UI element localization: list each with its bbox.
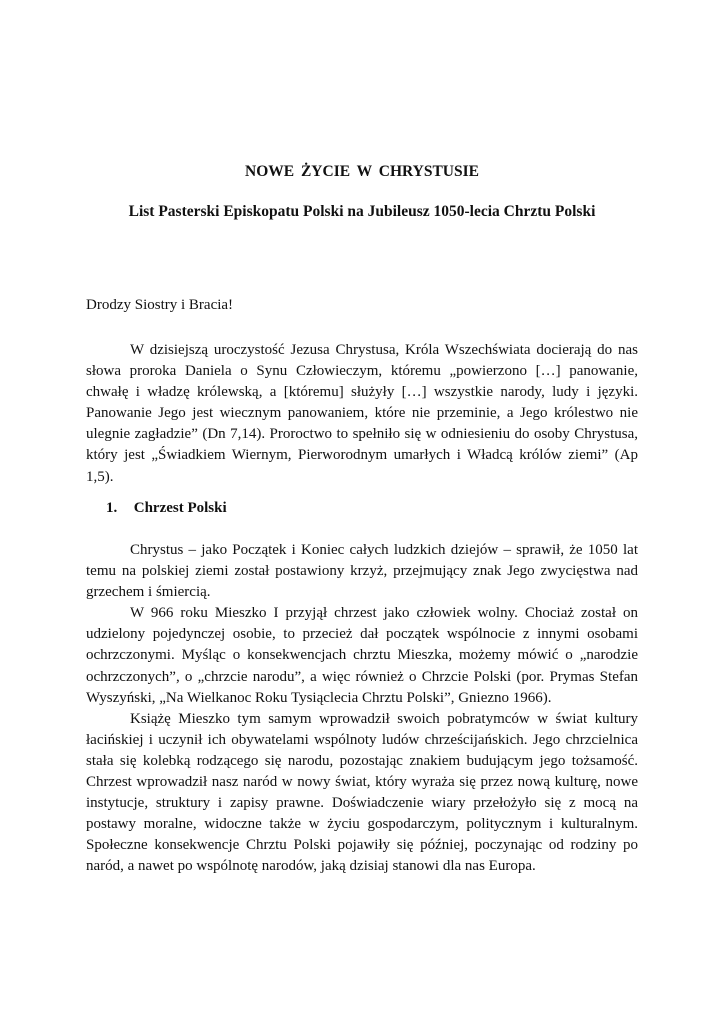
section-number: 1. [106, 500, 118, 516]
section-heading-text: Chrzest Polski [133, 500, 227, 516]
paragraph: Chrystus – jako Początek i Koniec całych ludzkich dziejów – sprawił, że 1050 lat temu na polskiej ziemi został postawiony krzyż, przejmujący znak Jego zwycięstwa nad grzechem i śmiercią. [86, 542, 638, 601]
intro-paragraph: W dzisiejszą uroczystość Jezusa Chrystusa, Króla Wszechświata docierają do nas słowa proroka Daniela o Synu Człowieczym, któremu „powierzono […] panowanie, chwałę i władzę królewską, a [któremu] służyły […] wszystkie narody, ludy i języki. Panowanie Jego jest wiecznym panowaniem, które nie przeminie, a Jego królestwo nie ulegnie zagładzie” (Dn 7,14). Proroctwo to spełniło się w odniesieniu do osoby Chrystusa, który jest „Świadkiem Wiernym, Pierworodnym umarłych i Władcą królów ziemi” (Ap 1,5). [86, 342, 638, 485]
paragraph: Książę Mieszko tym samym wprowadził swoich pobratymców w świat kultury łacińskiej i uczynił ich obywatelami wspólnoty ludów chrześcijańskich. Jego chrzcielnica stała się kolebką rodzącego się narodu, pozostając znakiem budującym jego tożsamość. Chrzest wprowadził nasz naród w nowy świat, który wyraża się przez nową kulturę, nowe instytucje, struktury i zapisy prawne. Doświadczenie wiary przełożyło się z mocą na postawy moralne, widoczne także w życiu gospodarczym, politycznym i kulturalnym. Społeczne konsekwencje Chrztu Polski pojawiły się później, poczynając od rodziny po naród, a nawet po wspólnotę narodów, jaką dzisiaj stanowi dla nas Europa. [86, 710, 638, 875]
section-body [86, 540, 638, 878]
document-title: NOWE ŻYCIE W CHRYSTUSIE [245, 163, 479, 180]
greeting: Drodzy Siostry i Bracia! [86, 297, 234, 313]
section-heading [106, 500, 227, 517]
paragraph: W 966 roku Mieszko I przyjął chrzest jako człowiek wolny. Chociaż został on udzielony pojedynczej osobie, to przecież dał początek wspólnocie z innymi osobami ochrzczonymi. Myśląc o konsekwencjach chrztu Mieszka, możemy mówić o „narodzie ochrzczonych”, o „chrzcie narodu”, a więc również o Chrzcie Polski (por. Prymas Stefan Wyszyński, „Na Wielkanoc Roku Tysiąclecia Chrztu Polski”, Gniezno 1966). [86, 605, 638, 706]
intro-section [86, 340, 638, 488]
document-subtitle: List Pasterski Episkopatu Polski na Jubileusz 1050-lecia Chrztu Polski [128, 203, 596, 220]
